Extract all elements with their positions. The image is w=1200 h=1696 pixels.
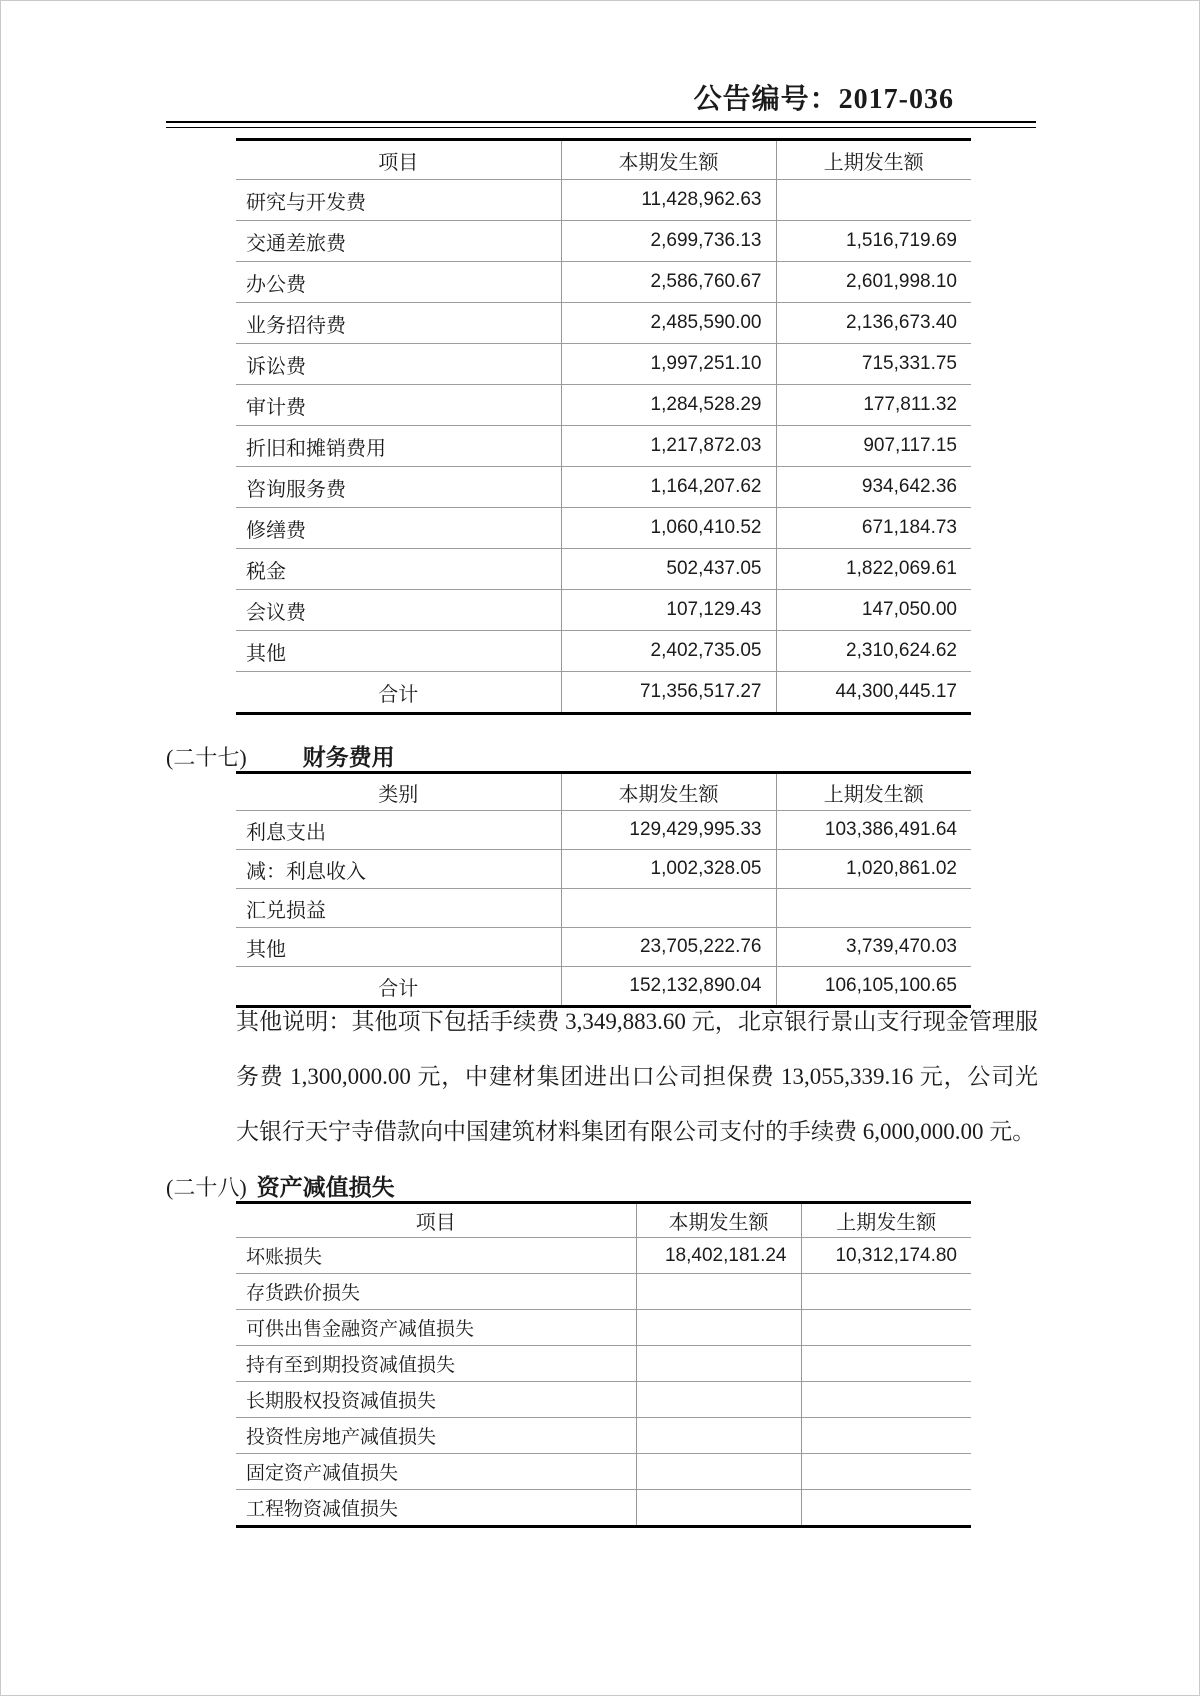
table-row xyxy=(236,385,971,426)
prior-amount: 934,642.36 xyxy=(776,467,971,508)
table-row xyxy=(236,1418,971,1454)
item-label: 其他 xyxy=(236,631,561,672)
col-header-current: 本期发生额 xyxy=(561,773,776,811)
item-label: 工程物资减值损失 xyxy=(236,1490,636,1527)
prior-amount xyxy=(776,180,971,221)
table-row xyxy=(236,426,971,467)
prior-amount: 715,331.75 xyxy=(776,344,971,385)
current-amount: 2,699,736.13 xyxy=(561,221,776,262)
item-label: 修缮费 xyxy=(236,508,561,549)
col-header-item: 项目 xyxy=(236,1203,636,1238)
col-header-current: 本期发生额 xyxy=(636,1203,801,1238)
other-explanation-note: 其他说明：其他项下包括手续费 3,349,883.60 元，北京银行景山支行现金管理服务费 1,300,000.00 元，中建材集团进出口公司担保费 13,055,339.16 元，公司光大银行天宁寺借款向中国建筑材料集团有限公司支付的手续费 6,000,000.00 元。 xyxy=(236,1009,1038,1144)
item-label: 可供出售金融资产减值损失 xyxy=(236,1310,636,1346)
table-row xyxy=(236,1346,971,1382)
current-amount: 1,284,528.29 xyxy=(561,385,776,426)
finance-expense-table xyxy=(236,771,971,1008)
current-amount: 2,586,760.67 xyxy=(561,262,776,303)
impairment-table xyxy=(236,1201,971,1528)
item-label: 诉讼费 xyxy=(236,344,561,385)
prior-amount: 10,312,174.80 xyxy=(801,1238,971,1274)
prior-amount: 2,601,998.10 xyxy=(776,262,971,303)
col-header-prior: 上期发生额 xyxy=(776,773,971,811)
table-row xyxy=(236,590,971,631)
item-label: 其他 xyxy=(236,928,561,967)
item-label: 持有至到期投资减值损失 xyxy=(236,1346,636,1382)
expense-table-body xyxy=(236,180,971,672)
current-amount xyxy=(636,1310,801,1346)
section-number: (二十七) xyxy=(166,745,247,770)
item-label: 长期股权投资减值损失 xyxy=(236,1382,636,1418)
item-label: 会议费 xyxy=(236,590,561,631)
current-amount: 2,485,590.00 xyxy=(561,303,776,344)
current-amount xyxy=(636,1418,801,1454)
prior-amount xyxy=(801,1310,971,1346)
col-header-prior: 上期发生额 xyxy=(776,140,971,180)
table-row xyxy=(236,850,971,889)
prior-amount: 1,020,861.02 xyxy=(776,850,971,889)
prior-amount xyxy=(801,1382,971,1418)
current-amount xyxy=(636,1454,801,1490)
item-label: 办公费 xyxy=(236,262,561,303)
table-row xyxy=(236,467,971,508)
current-amount: 11,428,962.63 xyxy=(561,180,776,221)
table-row xyxy=(236,1454,971,1490)
table-row xyxy=(236,1238,971,1274)
current-amount: 129,429,995.33 xyxy=(561,811,776,850)
current-amount: 1,002,328.05 xyxy=(561,850,776,889)
section-heading-finance-expense xyxy=(166,739,395,772)
prior-amount xyxy=(801,1418,971,1454)
current-amount: 107,129.43 xyxy=(561,590,776,631)
item-label: 交通差旅费 xyxy=(236,221,561,262)
current-amount xyxy=(636,1274,801,1310)
item-label: 利息支出 xyxy=(236,811,561,850)
table-row xyxy=(236,303,971,344)
total-current-amount: 71,356,517.27 xyxy=(561,672,776,714)
section-number: (二十八) xyxy=(166,1175,247,1200)
prior-amount: 147,050.00 xyxy=(776,590,971,631)
table-row xyxy=(236,344,971,385)
table-row xyxy=(236,1490,971,1527)
prior-amount xyxy=(801,1274,971,1310)
total-row xyxy=(236,672,971,714)
table-row xyxy=(236,811,971,850)
header-rule xyxy=(166,121,1036,128)
prior-amount: 671,184.73 xyxy=(776,508,971,549)
current-amount: 18,402,181.24 xyxy=(636,1238,801,1274)
prior-amount: 177,811.32 xyxy=(776,385,971,426)
current-amount xyxy=(561,889,776,928)
item-label: 业务招待费 xyxy=(236,303,561,344)
current-amount: 1,997,251.10 xyxy=(561,344,776,385)
table-row xyxy=(236,1310,971,1346)
item-label: 固定资产减值损失 xyxy=(236,1454,636,1490)
col-header-item: 项目 xyxy=(236,140,561,180)
current-amount: 1,217,872.03 xyxy=(561,426,776,467)
table-row xyxy=(236,631,971,672)
section-title: 财务费用 xyxy=(302,745,395,770)
announcement-number: 公告编号：2017-036 xyxy=(693,84,954,115)
prior-amount xyxy=(776,889,971,928)
item-label: 投资性房地产减值损失 xyxy=(236,1418,636,1454)
item-label: 咨询服务费 xyxy=(236,467,561,508)
prior-amount: 2,310,624.62 xyxy=(776,631,971,672)
prior-amount xyxy=(801,1454,971,1490)
table-row xyxy=(236,889,971,928)
prior-amount xyxy=(801,1346,971,1382)
finance-table-header-row xyxy=(236,773,971,811)
item-label: 汇兑损益 xyxy=(236,889,561,928)
finance-table-body xyxy=(236,811,971,967)
table-row xyxy=(236,928,971,967)
table-row xyxy=(236,508,971,549)
total-prior-amount: 44,300,445.17 xyxy=(776,672,971,714)
item-label: 折旧和摊销费用 xyxy=(236,426,561,467)
col-header-prior: 上期发生额 xyxy=(801,1203,971,1238)
prior-amount: 1,516,719.69 xyxy=(776,221,971,262)
expense-table-header-row xyxy=(236,140,971,180)
current-amount: 23,705,222.76 xyxy=(561,928,776,967)
current-amount: 2,402,735.05 xyxy=(561,631,776,672)
item-label: 减：利息收入 xyxy=(236,850,561,889)
table-row xyxy=(236,221,971,262)
table-row xyxy=(236,262,971,303)
total-prior-amount: 106,105,100.65 xyxy=(776,967,971,1007)
item-label: 存货跌价损失 xyxy=(236,1274,636,1310)
total-label: 合计 xyxy=(236,672,561,714)
prior-amount: 3,739,470.03 xyxy=(776,928,971,967)
prior-amount: 103,386,491.64 xyxy=(776,811,971,850)
current-amount: 1,164,207.62 xyxy=(561,467,776,508)
section-heading-asset-impairment xyxy=(166,1169,395,1202)
total-current-amount: 152,132,890.04 xyxy=(561,967,776,1007)
expense-table xyxy=(236,138,971,715)
current-amount xyxy=(636,1382,801,1418)
item-label: 审计费 xyxy=(236,385,561,426)
current-amount xyxy=(636,1346,801,1382)
col-header-current: 本期发生额 xyxy=(561,140,776,180)
total-label: 合计 xyxy=(236,967,561,1007)
current-amount: 502,437.05 xyxy=(561,549,776,590)
item-label: 坏账损失 xyxy=(236,1238,636,1274)
table-row xyxy=(236,1382,971,1418)
table-row xyxy=(236,180,971,221)
item-label: 税金 xyxy=(236,549,561,590)
section-title: 资产减值损失 xyxy=(256,1175,395,1200)
table-row xyxy=(236,549,971,590)
impairment-table-body xyxy=(236,1238,971,1527)
current-amount xyxy=(636,1490,801,1527)
col-header-category: 类别 xyxy=(236,773,561,811)
prior-amount xyxy=(801,1490,971,1527)
item-label: 研究与开发费 xyxy=(236,180,561,221)
impairment-table-header-row xyxy=(236,1203,971,1238)
prior-amount: 2,136,673.40 xyxy=(776,303,971,344)
prior-amount: 907,117.15 xyxy=(776,426,971,467)
current-amount: 1,060,410.52 xyxy=(561,508,776,549)
table-row xyxy=(236,1274,971,1310)
prior-amount: 1,822,069.61 xyxy=(776,549,971,590)
